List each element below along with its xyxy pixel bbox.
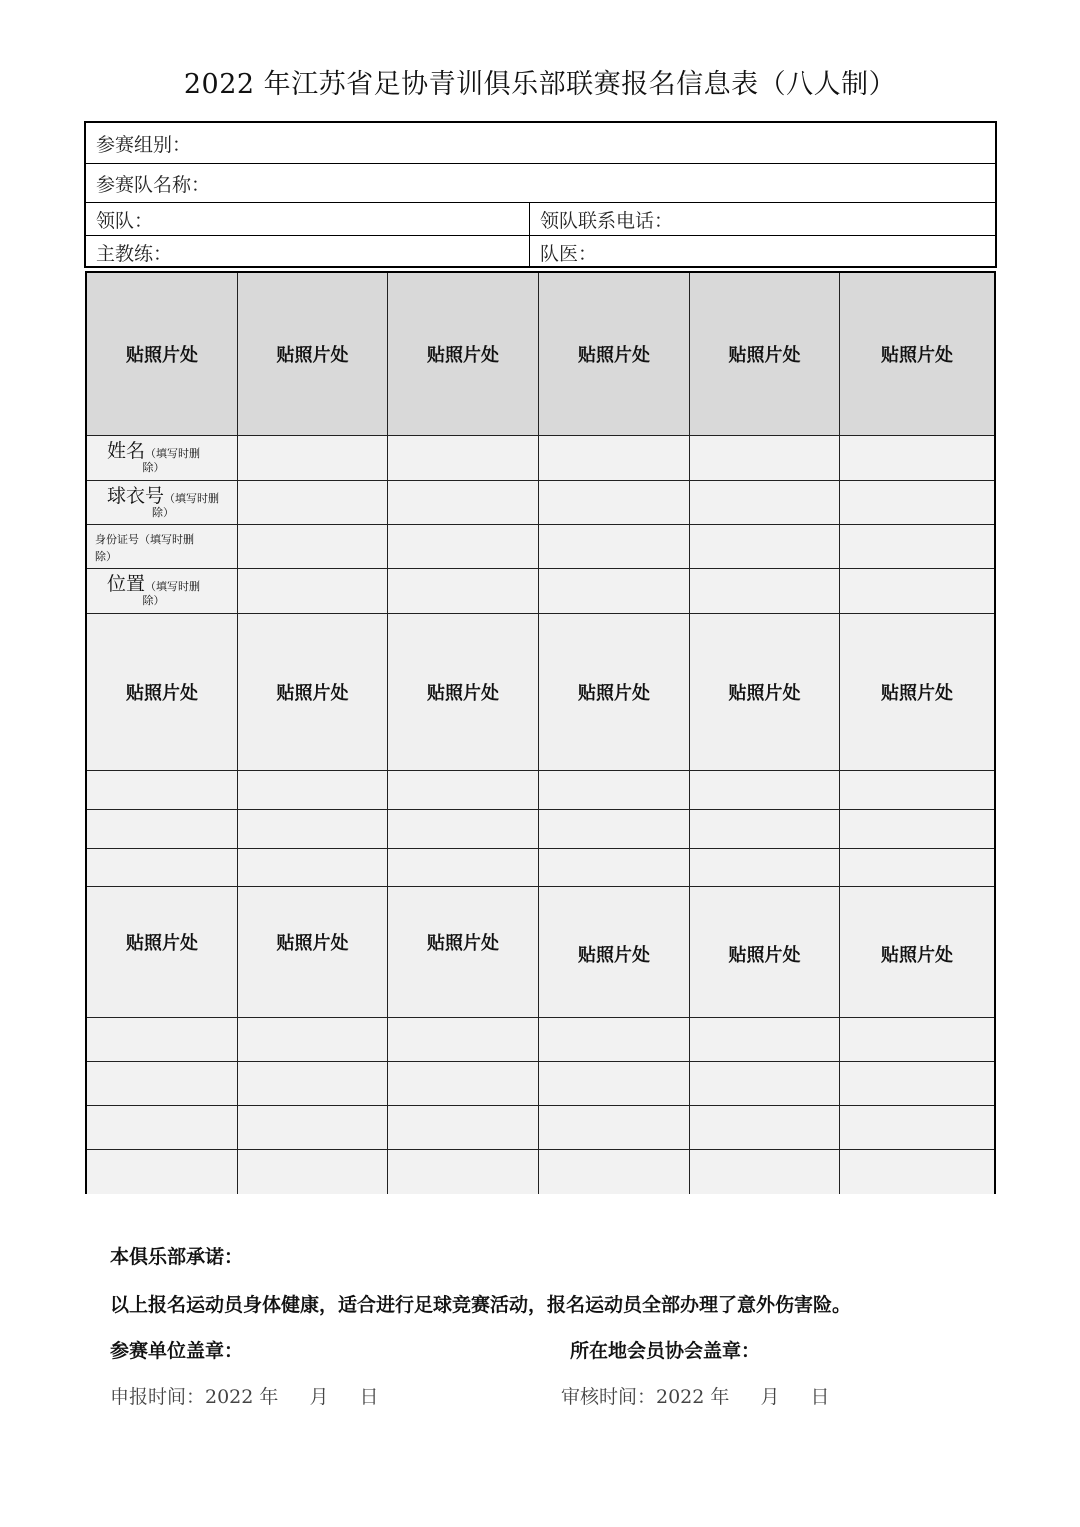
entry-cell[interactable] [388, 1018, 539, 1062]
entry-cell[interactable] [388, 525, 539, 569]
entry-cell[interactable] [690, 771, 840, 810]
entry-cell[interactable] [690, 1018, 840, 1062]
entry-cell[interactable] [238, 1106, 388, 1150]
entry-cell[interactable] [388, 481, 539, 525]
row-label-text [95, 442, 200, 473]
label-main-text: 位置 [107, 573, 146, 596]
entry-cell[interactable] [87, 810, 238, 849]
row-label-position [87, 569, 238, 614]
photo-slot: 贴照片处 [840, 614, 994, 771]
player-grid [85, 271, 996, 1194]
entry-cell[interactable] [388, 436, 539, 481]
entry-cell[interactable] [840, 569, 994, 614]
label-note-tail: 除） [142, 461, 165, 475]
photo-slot: 贴照片处 [539, 614, 690, 771]
entry-cell[interactable] [238, 1150, 388, 1194]
leader-row [86, 202, 995, 235]
photo-slot: 贴照片处 [238, 273, 388, 436]
unit-seal-label: 参赛单位盖章： [110, 1340, 244, 1362]
label-note-head: （填写时删 [164, 491, 220, 505]
team-name-field[interactable]: 参赛队名称： [96, 173, 211, 196]
label-note-head: （填写时删 [145, 580, 201, 594]
coach-field[interactable]: 主教练： [96, 242, 173, 265]
entry-cell[interactable] [87, 849, 238, 887]
photo-slot: 贴照片处 [690, 887, 840, 1018]
entry-cell[interactable] [87, 1018, 238, 1062]
entry-cell[interactable] [539, 810, 690, 849]
entry-cell[interactable] [87, 1106, 238, 1150]
entry-cell[interactable] [388, 1062, 539, 1106]
entry-cell[interactable] [238, 810, 388, 849]
entry-cell[interactable] [388, 849, 539, 887]
entry-cell[interactable] [539, 1106, 690, 1150]
entry-cell[interactable] [539, 481, 690, 525]
entry-cell[interactable] [690, 436, 840, 481]
entry-cell[interactable] [840, 1018, 994, 1062]
photo-slot: 贴照片处 [388, 887, 539, 1018]
entry-cell[interactable] [87, 1062, 238, 1106]
entry-cell[interactable] [840, 1150, 994, 1194]
entry-cell[interactable] [690, 569, 840, 614]
entry-cell[interactable] [238, 771, 388, 810]
label-note-tail: 除） [95, 549, 117, 563]
entry-cell[interactable] [539, 1018, 690, 1062]
photo-slot: 贴照片处 [840, 273, 994, 436]
entry-cell[interactable] [238, 436, 388, 481]
entry-cell[interactable] [388, 1150, 539, 1194]
report-time: 申报时间：2022 年 月 日 [110, 1386, 379, 1408]
team-info-box [84, 121, 997, 268]
entry-cell[interactable] [690, 849, 840, 887]
photo-slot: 贴照片处 [87, 887, 238, 1018]
group-field[interactable]: 参赛组别： [96, 133, 192, 156]
entry-cell[interactable] [840, 525, 994, 569]
row-label-text [95, 530, 194, 564]
entry-cell[interactable] [840, 1106, 994, 1150]
review-time: 审核时间：2022 年 月 日 [561, 1386, 830, 1408]
page-title: 2022 年江苏省足协青训俱乐部联赛报名信息表（八人制） [183, 69, 897, 100]
entry-cell[interactable] [840, 771, 994, 810]
photo-slot: 贴照片处 [539, 887, 690, 1018]
entry-cell[interactable] [539, 771, 690, 810]
entry-cell[interactable] [388, 1106, 539, 1150]
entry-cell[interactable] [840, 1062, 994, 1106]
entry-cell[interactable] [388, 771, 539, 810]
entry-cell[interactable] [238, 481, 388, 525]
entry-cell[interactable] [87, 1150, 238, 1194]
entry-cell[interactable] [840, 481, 994, 525]
entry-cell[interactable] [539, 1150, 690, 1194]
entry-cell[interactable] [238, 525, 388, 569]
entry-cell[interactable] [539, 525, 690, 569]
label-main-text: 球衣号 [107, 484, 165, 507]
entry-cell[interactable] [690, 810, 840, 849]
entry-cell[interactable] [238, 849, 388, 887]
photo-slot: 贴照片处 [539, 273, 690, 436]
entry-cell[interactable] [87, 771, 238, 810]
leader-phone-field[interactable]: 领队联系电话： [529, 203, 995, 235]
entry-cell[interactable] [690, 1150, 840, 1194]
row-label-name [87, 436, 238, 481]
row-label-jersey [87, 481, 238, 525]
photo-slot: 贴照片处 [87, 614, 238, 771]
entry-cell[interactable] [840, 810, 994, 849]
photo-slot: 贴照片处 [388, 273, 539, 436]
photo-slot: 贴照片处 [690, 614, 840, 771]
team-name-row [86, 163, 995, 202]
label-note-tail: 除） [142, 594, 165, 608]
photo-slot: 贴照片处 [840, 887, 994, 1018]
pledge-title: 本俱乐部承诺： [110, 1246, 244, 1268]
photo-slot: 贴照片处 [690, 273, 840, 436]
entry-cell[interactable] [840, 849, 994, 887]
photo-slot: 贴照片处 [388, 614, 539, 771]
label-main-text: 姓名 [107, 440, 146, 463]
entry-cell[interactable] [690, 1062, 840, 1106]
entry-cell[interactable] [539, 569, 690, 614]
entry-cell[interactable] [388, 569, 539, 614]
entry-cell[interactable] [690, 525, 840, 569]
label-note-head: （填写时删 [139, 532, 194, 546]
label-note-tail: 除） [152, 505, 174, 519]
entry-cell[interactable] [539, 849, 690, 887]
entry-cell[interactable] [539, 436, 690, 481]
doctor-field[interactable]: 队医： [529, 236, 995, 268]
entry-cell[interactable] [388, 810, 539, 849]
photo-slot: 贴照片处 [238, 614, 388, 771]
photo-slot: 贴照片处 [87, 273, 238, 436]
entry-cell[interactable] [238, 1062, 388, 1106]
label-main-text: 身份证号 [95, 532, 139, 546]
entry-cell[interactable] [539, 1062, 690, 1106]
row-label-id-number [87, 525, 238, 569]
leader-field[interactable]: 领队： [96, 209, 154, 232]
entry-cell[interactable] [238, 569, 388, 614]
entry-cell[interactable] [840, 436, 994, 481]
entry-cell[interactable] [690, 1106, 840, 1150]
pledge-text: 以上报名运动员身体健康，适合进行足球竞赛活动，报名运动员全部办理了意外伤害险。 [110, 1294, 852, 1316]
label-note-head: （填写时删 [145, 447, 201, 461]
group-row [86, 123, 995, 163]
association-seal-label: 所在地会员协会盖章： [570, 1340, 761, 1362]
row-label-text [95, 484, 220, 519]
entry-cell[interactable] [238, 1018, 388, 1062]
entry-cell[interactable] [690, 481, 840, 525]
row-label-text [95, 575, 200, 606]
photo-slot: 贴照片处 [238, 887, 388, 1018]
coach-row [86, 235, 995, 268]
